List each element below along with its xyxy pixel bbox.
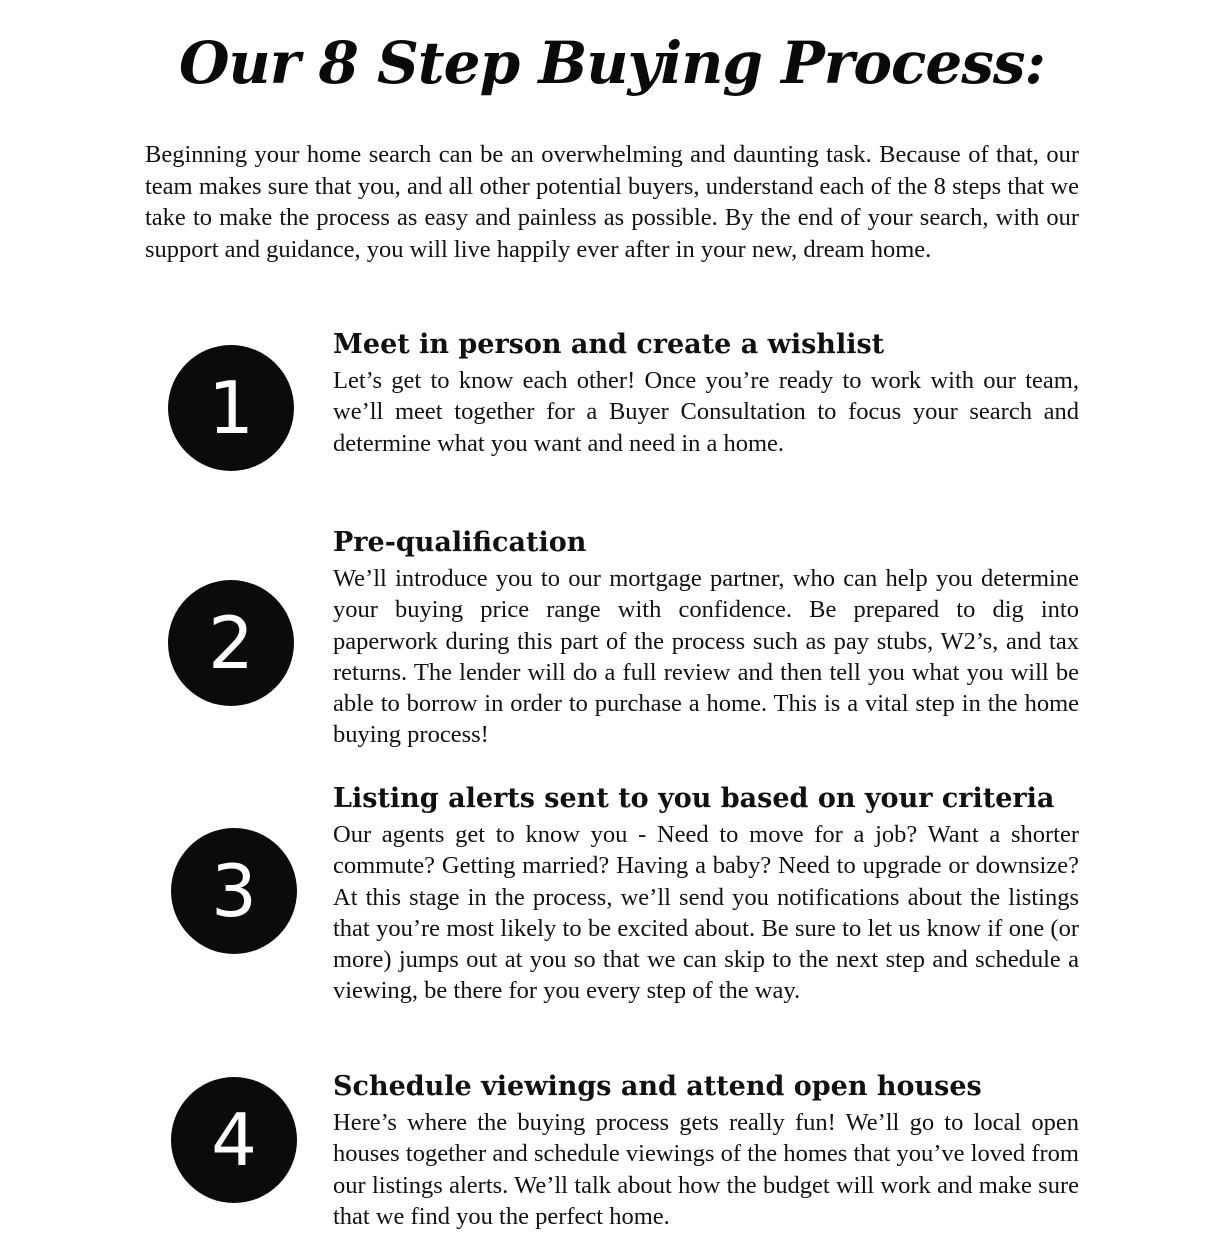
step-heading: Pre-qualification bbox=[333, 527, 587, 558]
step-number-badge: 3 bbox=[171, 828, 297, 954]
step-number-badge: 1 bbox=[168, 345, 294, 471]
step-number-badge: 4 bbox=[171, 1077, 297, 1203]
step-description: Let’s get to know each other! Once you’re ready to work with our team, we’ll meet together for a Buyer Consultation to focus your search and determine what you want and need in a home. bbox=[333, 367, 1079, 457]
intro-paragraph: Beginning your home search can be an overwhelming and daunting task. Because of that, our team makes sure that you, and all other potential buyers, understand each of the 8 steps that we take to make the process as easy and painless as possible. By the end of your search, with our support and guidance, you will live happily ever after in your new, dream home. bbox=[145, 141, 1079, 263]
step-heading: Schedule viewings and attend open houses bbox=[333, 1071, 982, 1102]
page-title: Our 8 Step Buying Process: bbox=[179, 29, 1045, 97]
step-heading: Meet in person and create a wishlist bbox=[333, 329, 885, 360]
step-description: Here’s where the buying process gets really fun! We’ll go to local open houses together and schedule viewings of the homes that you’ve loved from our listings alerts. We’ll talk about how the budget will work and make sure that we find you the perfect home. bbox=[333, 1109, 1079, 1230]
step-heading: Listing alerts sent to you based on your criteria bbox=[333, 783, 1055, 814]
step-description: We’ll introduce you to our mortgage partner, who can help you determine your buying price range with confidence. Be prepared to dig into paperwork during this part of the process such as pay stubs, W2’s, and tax returns. The lender will do a full review and then tell you what you will be able to borrow in order to purchase a home. This is a vital step in the home buying process! bbox=[333, 565, 1079, 749]
step-description: Our agents get to know you - Need to move for a job? Want a shorter commute? Getting married? Having a baby? Need to upgrade or downsize? At this stage in the process, we’ll send you notifications about the listings that you’re most likely to be excited about. Be sure to let us know if one (or more) jumps out at you so that we can skip to the next step and schedule a viewing, be there for you every step of the way. bbox=[333, 821, 1079, 1005]
step-number-badge: 2 bbox=[168, 580, 294, 706]
